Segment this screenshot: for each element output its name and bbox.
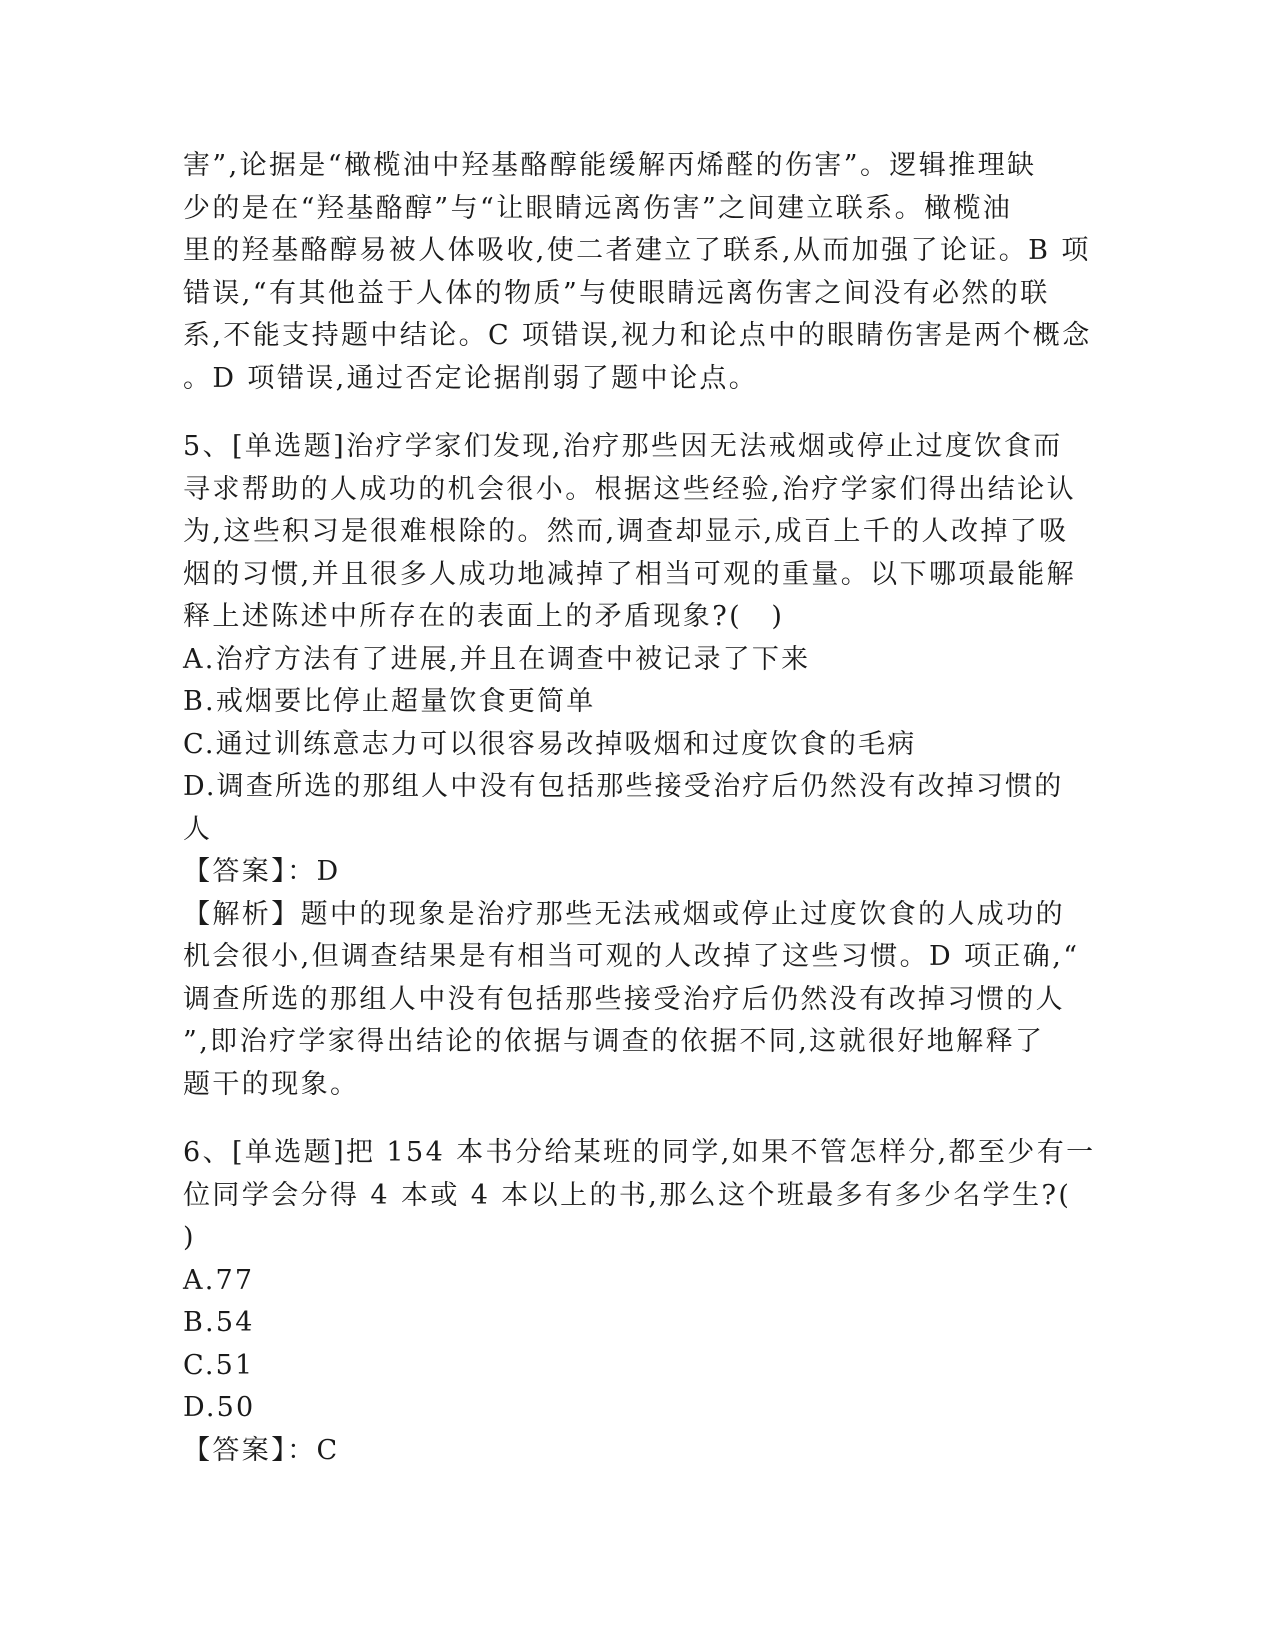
- text-line: 少的是在“羟基酪醇”与“让眼睛远离伤害”之间建立联系。橄榄油: [183, 192, 1013, 224]
- option-a: A.77: [183, 1264, 255, 1296]
- question-6: [183, 1132, 1096, 1472]
- text-line: 害”,论据是“橄榄油中羟基酪醇能缓解丙烯醛的伤害”。逻辑推理缺: [183, 150, 1037, 181]
- analysis-line: 【解析】题中的现象是治疗那些无法戒烟或停止过度饮食的人成功的: [183, 898, 1065, 930]
- question-stem-line: 为,这些积习是很难根除的。然而,调查却显示,成百上千的人改掉了吸: [183, 516, 1069, 547]
- option-b: B.戒烟要比停止超量饮食更简单: [183, 686, 596, 717]
- question-stem-line: 5、[单选题]治疗学家们发现,治疗那些因无法戒烟或停止过度饮食而: [183, 431, 1063, 462]
- question-stem-line: 6、[单选题]把 154 本书分给某班的同学,如果不管怎样分,都至少有一: [183, 1137, 1096, 1168]
- question-stem-line: 寻求帮助的人成功的机会很小。根据这些经验,治疗学家们得出结论认: [183, 473, 1076, 505]
- option-c: C.51: [183, 1349, 255, 1381]
- option-d-continued: 人: [183, 813, 213, 845]
- option-d: D.调查所选的那组人中没有包括那些接受治疗后仍然没有改掉习惯的: [183, 771, 1064, 802]
- answer-line: 【答案】：D: [183, 856, 341, 887]
- paragraph-gap: [183, 400, 1083, 426]
- text-line: 里的羟基酪醇易被人体吸收,使二者建立了联系,从而加强了论证。B 项: [183, 235, 1091, 266]
- document-page: [183, 145, 1096, 1472]
- question-stem-line: ): [183, 1222, 196, 1253]
- option-b: B.54: [183, 1307, 255, 1338]
- analysis-line: 机会很小,但调查结果是有相当可观的人改掉了这些习惯。D 项正确,“: [183, 941, 1080, 972]
- paragraph-gap: [183, 1106, 1083, 1132]
- option-d: D.50: [183, 1392, 256, 1423]
- answer-line: 【答案】：C: [183, 1434, 340, 1466]
- analysis-line: ”,即治疗学家得出结论的依据与调查的依据不同,这就很好地解释了: [183, 1026, 1045, 1057]
- option-a: A.治疗方法有了进展,并且在调查中被记录了下来: [183, 643, 811, 675]
- text-line: 错误,“有其他益于人体的物质”与使眼睛远离伤害之间没有必然的联: [183, 277, 1050, 309]
- question-5: [183, 426, 1083, 1106]
- question-stem-line: 位同学会分得 4 本或 4 本以上的书,那么这个班最多有多少名学生?(: [183, 1179, 1072, 1211]
- text-line: 系,不能支持题中结论。C 项错误,视力和论点中的眼睛伤害是两个概念: [183, 320, 1092, 351]
- question-stem-line: 烟的习惯,并且很多人成功地减掉了相当可观的重量。以下哪项最能解: [183, 558, 1076, 590]
- analysis-line: 题干的现象。: [183, 1068, 360, 1100]
- analysis-line: 调查所选的那组人中没有包括那些接受治疗后仍然没有改掉习惯的人: [183, 983, 1065, 1015]
- text-line: 。D 项错误,通过否定论据削弱了题中论点。: [183, 362, 759, 394]
- question-stem-line: 释上述陈述中所存在的表面上的矛盾现象?( ): [183, 601, 785, 632]
- option-c: C.通过训练意志力可以很容易改掉吸烟和过度饮食的毛病: [183, 728, 917, 760]
- q4-analysis-continuation: [183, 145, 1092, 400]
